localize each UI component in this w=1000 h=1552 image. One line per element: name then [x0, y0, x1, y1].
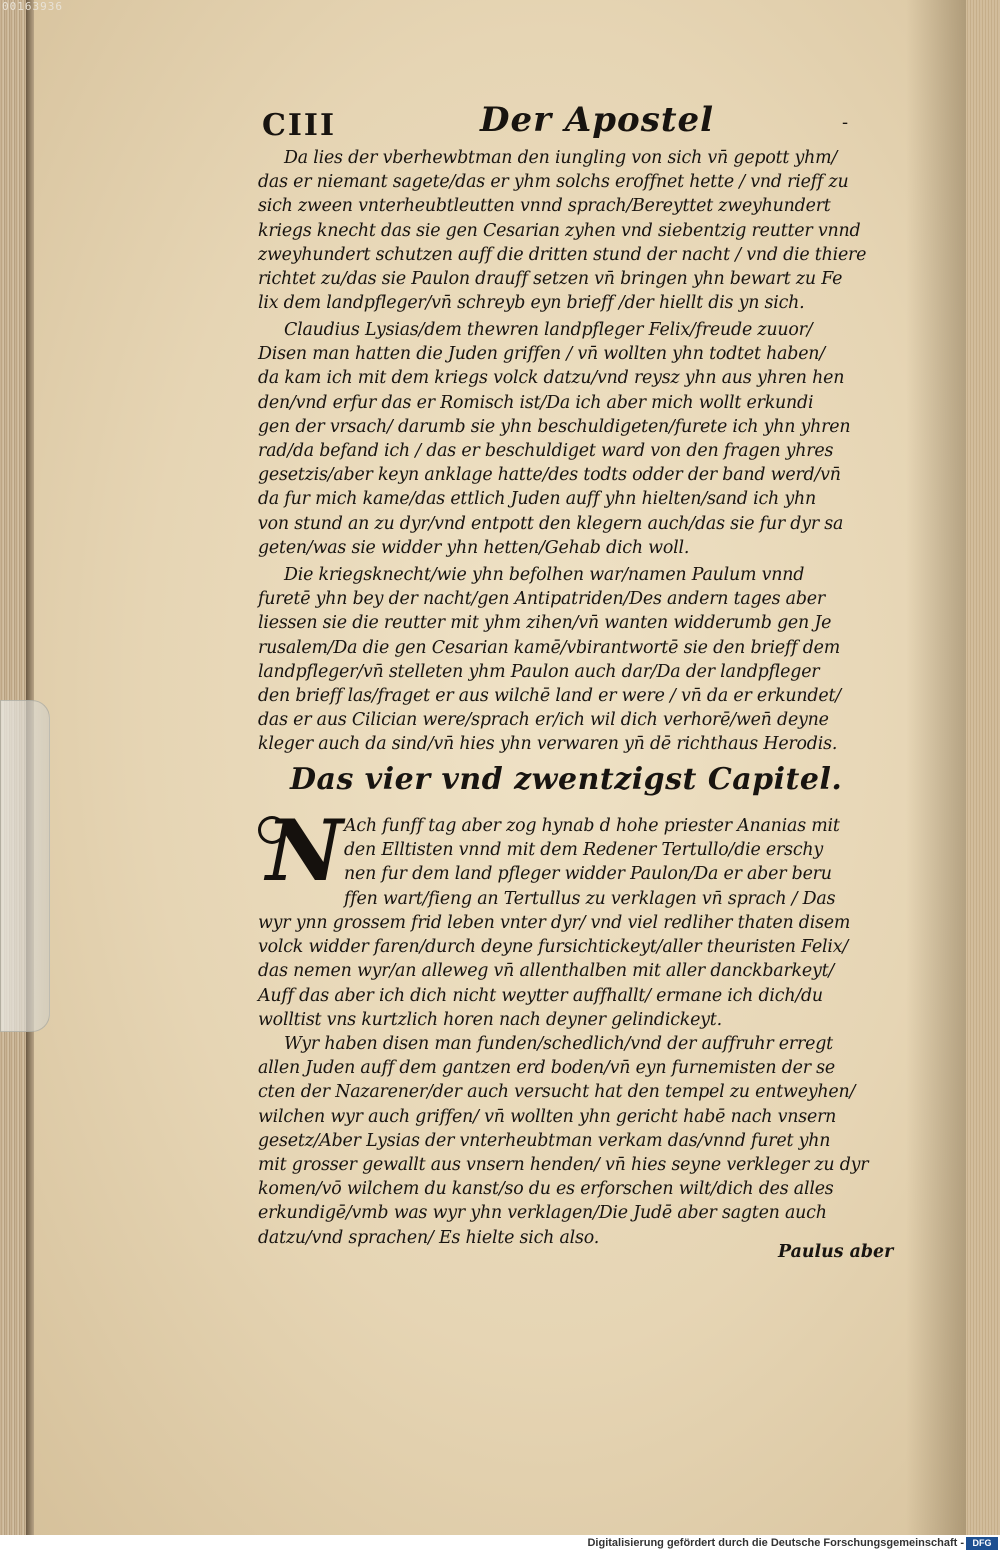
text-line: von stund an zu dyr/vnd entpott den klegern auch/das sie fur dyr sa [258, 513, 844, 534]
text-line: sich zween vnterheubtleutten vnnd sprach/Bereyttet zweyhundert [258, 196, 831, 217]
text-line: Da lies der vberhewbtman den iungling von sich vn̄ gepott yhm/ [284, 148, 838, 168]
text-line: gen der vrsach/ darumb sie yhn beschuldigeten/furete ich yhn yhren [258, 416, 851, 437]
text-line: Disen man hatten die Juden griffen / vn̄ wollten yhn todtet haben/ [258, 344, 825, 365]
chapter-heading: Das vier vnd zwentzigst Capitel. [290, 762, 843, 797]
paragraph-4 [258, 911, 898, 1032]
decorated-initial [258, 801, 343, 900]
text-line: den/vnd erfur das er Romisch ist/Da ich aber mich wollt erkundi [258, 392, 814, 413]
initial-letter: N [266, 801, 343, 900]
page-shade [906, 0, 966, 1535]
text-line: den Elltisten vnnd mit dem Redener Tertullo/die erschy [344, 840, 823, 861]
text-line: Ach funff tag aber zog hynab d hohe priester Ananias mit [344, 816, 840, 836]
text-line: kleger auch da sind/vn̄ hies yhn verwaren yn̄ dē richthaus Herodis. [258, 734, 838, 755]
text-line: das nemen wyr/an alleweg vn̄ allenthalben mit aller danckbarkeyt/ [258, 961, 835, 982]
text-line: landpfleger/vn̄ stelleten yhm Paulon auch dar/Da der landpfleger [258, 661, 820, 682]
text-line: liessen sie die reutter mit yhm zihen/vn̄ wanten widderumb gen Je [258, 613, 832, 634]
text-line: nen fur dem land pfleger widder Paulon/Da er aber beru [344, 864, 832, 885]
text-line: volck widder faren/durch deyne fursichtickeyt/aller theuristen Felix/ [258, 937, 849, 958]
catchword: Paulus aber [778, 1242, 894, 1262]
text-line: den brieff las/fraget er aus wilchē land er were / vn̄ da er erkundet/ [258, 685, 841, 706]
text-line: kriegs knecht das sie gen Cesarian zyhen vnd siebentzig reutter vnnd [258, 220, 861, 241]
text-line: allen Juden auff dem gantzen erd boden/vn̄ eyn furnemisten der se [258, 1058, 835, 1079]
text-line: Wyr haben disen man funden/schedlich/vnd der auffruhr erregt [284, 1034, 833, 1054]
text-line: da kam ich mit dem kriegs volck datzu/vnd reysz yhn aus yhren hen [258, 368, 845, 389]
text-line: zweyhundert schutzen auff die dritten stund der nacht / vnd die thiere [258, 244, 867, 265]
page-clip [0, 700, 50, 1032]
bleed-through-text: CIII [262, 108, 336, 143]
paragraph-3 [258, 563, 898, 757]
text-line: furetē yhn bey der nacht/gen Antipatriden/Des andern tages aber [258, 589, 825, 610]
text-line: Claudius Lysias/dem thewren landpfleger Felix/freude zuuor/ [284, 320, 813, 340]
footer-bar [0, 1535, 1000, 1552]
paragraph-2 [258, 318, 898, 560]
text-line: das er aus Cilician were/sprach er/ich wil dich verhorē/wen̄ deyne [258, 710, 829, 731]
text-line: Die kriegsknecht/wie yhn befolhen war/namen Paulum vnnd [284, 565, 805, 585]
text-line: datzu/vnd sprachen/ Es hielte sich also. [258, 1227, 600, 1248]
text-line: rad/da befand ich / das er beschuldiget ward von den fragen yhres [258, 440, 834, 461]
text-line: rusalem/Da die gen Cesarian kamē/vbirantwortē sie den brieff dem [258, 637, 841, 658]
text-line: ffen wart/fieng an Tertullus zu verklagen vn̄ sprach / Das [344, 888, 836, 909]
text-line: wilchen wyr auch griffen/ vn̄ wollten yhn gericht habē nach vnsern [258, 1106, 837, 1127]
text-line: lix dem landpfleger/vn̄ schreyb eyn brieff /der hiellt dis yn sich. [258, 293, 805, 314]
text-line: das er niemant sagete/das er yhm solchs eroffnet hette / vnd rieff zu [258, 172, 849, 193]
text-line: Auff das aber ich dich nicht weytter auffhallt/ ermane ich dich/du [258, 985, 823, 1006]
paragraph-1 [258, 146, 898, 315]
right-page-edges [966, 0, 1000, 1535]
scan-id: 00163936 [2, 0, 63, 13]
text-line: richtet zu/das sie Paulon drauff setzen vn̄ bringen yhn bewart zu Fe [258, 268, 843, 289]
dfg-logo: DFG [966, 1537, 998, 1550]
header-mark: - [842, 112, 849, 133]
running-head: Der Apostel [480, 100, 715, 140]
text-line: wyr ynn grossem frid leben vnter dyr/ vnd viel redliher thaten disem [258, 913, 851, 933]
text-line: cten der Nazarener/der auch versucht hat den tempel zu entweyhen/ [258, 1082, 856, 1103]
paragraph-5 [258, 1032, 898, 1250]
text-line: komen/vō wilchem du kanst/so du es erforschen wilt/dich des alles [258, 1179, 834, 1200]
text-line: wolltist vns kurtzlich horen nach deyner gelindickeyt. [258, 1009, 722, 1030]
text-line: da fur mich kame/das ettlich Juden auff yhn hielten/sand ich yhn [258, 489, 817, 510]
text-line: gesetzis/aber keyn anklage hatte/des todts odder der band werd/vn̄ [258, 465, 841, 486]
text-line: mit grosser gewallt aus vnsern henden/ vn̄ hies seyne verkleger zu dyr [258, 1154, 869, 1175]
funding-credit: Digitalisierung gefördert durch die Deutsche Forschungsgemeinschaft - [587, 1537, 964, 1549]
text-line: gesetz/Aber Lysias der vnterheubtman verkam das/vnnd furet yhn [258, 1130, 831, 1151]
text-line: geten/was sie widder yhn hetten/Gehab dich woll. [258, 537, 690, 558]
text-line: erkundigē/vmb was wyr yhn verklagen/Die Judē aber sagten auch [258, 1203, 827, 1224]
paragraph-4-indented [344, 814, 900, 911]
